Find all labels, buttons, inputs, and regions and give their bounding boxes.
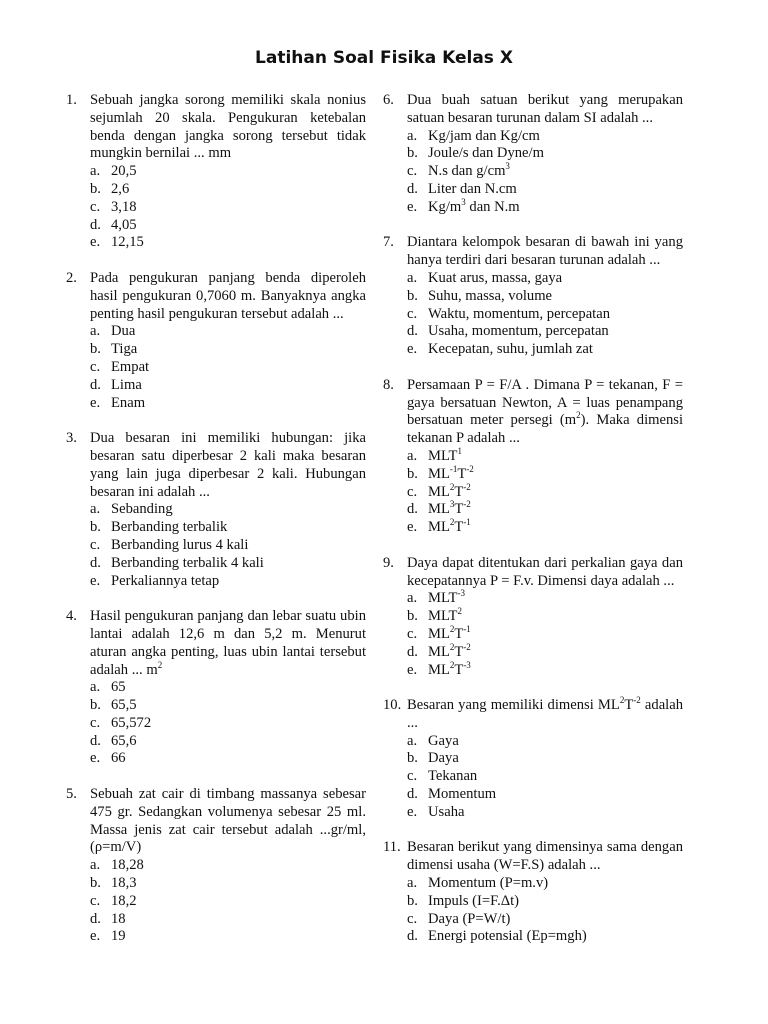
answer-option bbox=[90, 875, 366, 893]
question-text-main: Sebuah zat cair di timbang massanya sebesar 475 gr. Sedangkan volumenya sebesar 25 ml. Massa jenis zat cair tersebut adalah ...gr/ml, (ρ=m/V) bbox=[90, 786, 366, 856]
answer-option bbox=[90, 911, 366, 929]
answer-options bbox=[407, 128, 683, 217]
answer-option bbox=[407, 306, 683, 324]
answer-option bbox=[407, 481, 683, 502]
answer-option bbox=[407, 623, 683, 644]
option-text: Empat bbox=[111, 358, 150, 375]
question-1 bbox=[66, 92, 366, 252]
dimension-symbol: T bbox=[454, 625, 464, 642]
option-label: c. bbox=[90, 358, 101, 375]
option-text: Waktu, momentum, percepatan bbox=[428, 305, 610, 322]
question-number: 2. bbox=[66, 269, 77, 286]
answer-option bbox=[407, 893, 683, 911]
option-label: c. bbox=[407, 305, 418, 322]
question-3 bbox=[66, 430, 366, 590]
superscript: 1 bbox=[457, 445, 462, 456]
answer-option bbox=[90, 234, 366, 252]
option-label: c. bbox=[407, 625, 418, 642]
answer-option bbox=[90, 750, 366, 768]
answer-options bbox=[90, 501, 366, 590]
answer-option bbox=[407, 288, 683, 306]
dimension-symbol: T bbox=[624, 697, 634, 714]
answer-option bbox=[407, 341, 683, 359]
answer-option bbox=[90, 501, 366, 519]
answer-options bbox=[90, 323, 366, 412]
answer-option bbox=[407, 768, 683, 786]
option-label: d. bbox=[407, 928, 418, 945]
option-text: Suhu, massa, volume bbox=[428, 287, 553, 304]
superscript: -2 bbox=[463, 481, 471, 492]
option-label: a. bbox=[407, 590, 418, 607]
option-label: b. bbox=[90, 519, 101, 536]
dimension-symbol: MLT bbox=[428, 608, 458, 625]
dimension-symbol: T bbox=[454, 483, 464, 500]
option-text: 20,5 bbox=[111, 163, 137, 180]
option-text: 12,15 bbox=[111, 234, 144, 251]
superscript: 3 bbox=[449, 499, 455, 510]
answer-option bbox=[90, 341, 366, 359]
option-label: d. bbox=[90, 376, 101, 393]
option-label: e. bbox=[407, 198, 418, 215]
option-text: 18,28 bbox=[111, 857, 144, 874]
option-text: 18,2 bbox=[111, 892, 137, 909]
dimension-symbol: ML bbox=[428, 519, 450, 536]
option-label: c. bbox=[407, 163, 418, 180]
option-text: 3,18 bbox=[111, 198, 137, 215]
superscript: -3 bbox=[463, 659, 471, 670]
question-text bbox=[407, 92, 683, 128]
question-text-tail: ). Maka dimensi tekanan P adalah ... bbox=[407, 412, 683, 447]
dimension-symbol: T bbox=[454, 501, 464, 518]
option-label: b. bbox=[407, 465, 418, 482]
option-label: d. bbox=[407, 501, 418, 518]
answer-option bbox=[407, 786, 683, 804]
superscript: -2 bbox=[633, 695, 641, 706]
question-text-main: Besaran berikut yang dimensinya sama dengan dimensi usaha (W=F.S) adalah ... bbox=[407, 839, 683, 874]
option-label: e. bbox=[90, 234, 101, 251]
option-label: a. bbox=[90, 323, 101, 340]
superscript: -1 bbox=[449, 463, 458, 474]
superscript: 2 bbox=[449, 623, 455, 634]
option-text: Kg/m bbox=[428, 198, 462, 215]
option-label: b. bbox=[90, 875, 101, 892]
answer-option bbox=[407, 196, 683, 217]
option-text: 66 bbox=[111, 750, 126, 767]
option-text: Gaya bbox=[428, 732, 459, 749]
answer-option bbox=[407, 608, 683, 626]
question-number: 1. bbox=[66, 92, 77, 108]
question-2 bbox=[66, 270, 366, 412]
question-4 bbox=[66, 608, 366, 768]
question-text bbox=[90, 786, 366, 857]
dimension-symbol: T bbox=[457, 465, 467, 482]
option-text: Sebanding bbox=[111, 501, 173, 518]
answer-option bbox=[407, 463, 683, 484]
option-text: Usaha, momentum, percepatan bbox=[428, 323, 609, 340]
answer-option bbox=[407, 501, 683, 519]
question-text bbox=[407, 377, 683, 448]
option-text: Liter dan N.cm bbox=[428, 180, 517, 197]
answer-option bbox=[407, 641, 683, 662]
page-title: Latihan Soal Fisika Kelas X bbox=[255, 48, 513, 68]
answer-option bbox=[90, 163, 366, 181]
option-label: c. bbox=[407, 768, 418, 785]
answer-option bbox=[90, 893, 366, 911]
superscript: 2 bbox=[449, 659, 455, 670]
question-7 bbox=[383, 234, 683, 359]
dimension-symbol: ML bbox=[428, 483, 450, 500]
answer-option bbox=[407, 270, 683, 288]
answer-options bbox=[407, 733, 683, 822]
question-text-main: Dua besaran ini memiliki hubungan: jika besaran satu diperbesar 2 kali maka besaran yang lain juga diperbesar 2 kali. Hubungan besaran ini adalah ... bbox=[90, 430, 366, 500]
option-label: b. bbox=[90, 341, 101, 358]
option-text: N.s dan g/cm bbox=[428, 163, 506, 180]
answer-option bbox=[90, 928, 366, 946]
option-label: d. bbox=[90, 732, 101, 749]
left-column bbox=[66, 92, 366, 964]
answer-option bbox=[90, 377, 366, 395]
superscript: -3 bbox=[457, 588, 465, 599]
answer-option bbox=[90, 537, 366, 555]
question-text bbox=[407, 839, 683, 875]
question-text bbox=[90, 270, 366, 323]
option-label: e. bbox=[90, 928, 101, 945]
answer-option bbox=[90, 359, 366, 377]
answer-options bbox=[407, 445, 683, 537]
option-label: a. bbox=[407, 269, 418, 286]
answer-option bbox=[407, 928, 683, 946]
question-text-main: Hasil pengukuran panjang dan lebar suatu ubin lantai adalah 12,6 m dan 5,2 m. Menurut aturan angka penting, luas ubin lantai tersebut adalah ... m bbox=[90, 608, 366, 678]
option-label: c. bbox=[90, 536, 101, 553]
answer-option bbox=[407, 163, 683, 181]
option-text: 65 bbox=[111, 679, 126, 696]
superscript: -1 bbox=[463, 517, 471, 528]
option-text: 18 bbox=[111, 910, 126, 927]
option-label: e. bbox=[90, 572, 101, 589]
option-label: c. bbox=[407, 910, 418, 927]
question-11 bbox=[383, 839, 683, 946]
option-text: 65,572 bbox=[111, 714, 152, 731]
answer-option bbox=[90, 573, 366, 591]
answer-option bbox=[90, 697, 366, 715]
option-text: 65,6 bbox=[111, 732, 137, 749]
option-label: c. bbox=[90, 714, 101, 731]
option-text: Momentum bbox=[428, 786, 497, 803]
question-number: 3. bbox=[66, 430, 77, 447]
option-label: d. bbox=[407, 323, 418, 340]
superscript: -1 bbox=[463, 623, 471, 634]
answer-option bbox=[407, 181, 683, 199]
dimension-symbol: MLT bbox=[428, 590, 458, 607]
option-label: d. bbox=[90, 910, 101, 927]
superscript: 2 bbox=[457, 606, 462, 617]
option-text: Usaha bbox=[428, 803, 465, 820]
question-text bbox=[407, 555, 683, 591]
option-label: e. bbox=[407, 803, 418, 820]
option-label: a. bbox=[407, 127, 418, 144]
option-label: d. bbox=[407, 643, 418, 660]
option-label: c. bbox=[407, 483, 418, 500]
option-label: a. bbox=[90, 501, 101, 518]
question-number: 4. bbox=[66, 608, 77, 625]
superscript: 3 bbox=[505, 161, 510, 172]
superscript: 2 bbox=[449, 641, 455, 652]
answer-options bbox=[90, 163, 366, 252]
option-label: e. bbox=[407, 519, 418, 536]
answer-options bbox=[407, 270, 683, 359]
answer-option bbox=[407, 445, 683, 466]
question-number: 7. bbox=[383, 234, 394, 251]
answer-option bbox=[90, 857, 366, 875]
option-label: b. bbox=[90, 180, 101, 197]
question-6 bbox=[383, 92, 683, 217]
option-text: Energi potensial (Ep=mgh) bbox=[428, 928, 587, 945]
option-label: e. bbox=[407, 341, 418, 358]
answer-option bbox=[407, 875, 683, 893]
superscript: 2 bbox=[157, 659, 163, 670]
dimension-symbol: ML bbox=[428, 661, 450, 678]
question-text-tail: adalah ... bbox=[407, 697, 683, 731]
option-label: a. bbox=[90, 679, 101, 696]
question-text-main: Sebuah jangka sorong memiliki skala nonius sejumlah 20 skala. Pengukuran ketebalan benda dengan jangka sorong tersebut tidak mungkin bernilai ... mm bbox=[90, 92, 366, 162]
question-number: 6. bbox=[383, 92, 394, 108]
dimension-symbol: MLT bbox=[428, 447, 458, 464]
option-label: c. bbox=[90, 892, 101, 909]
superscript: -2 bbox=[466, 463, 474, 474]
question-8 bbox=[383, 377, 683, 537]
answer-option bbox=[407, 323, 683, 341]
answer-option bbox=[90, 679, 366, 697]
superscript: 2 bbox=[449, 517, 455, 528]
answer-option bbox=[90, 395, 366, 413]
option-text: Joule/s dan Dyne/m bbox=[428, 145, 544, 162]
option-text: Daya (P=W/t) bbox=[428, 910, 511, 927]
option-text: Tekanan bbox=[428, 768, 478, 785]
answer-option bbox=[90, 715, 366, 733]
option-text: Dua bbox=[111, 323, 136, 340]
question-number: 8. bbox=[383, 376, 394, 393]
answer-option bbox=[407, 911, 683, 929]
option-text: Enam bbox=[111, 394, 146, 411]
dimension-symbol: T bbox=[454, 519, 464, 536]
question-text bbox=[407, 697, 683, 733]
question-text-main: Daya dapat ditentukan dari perkalian gaya dan kecepatannya P = F.v. Dimensi daya adalah ... bbox=[407, 554, 683, 589]
option-label: b. bbox=[407, 750, 418, 767]
question-text-main: Besaran yang memiliki dimensi ML bbox=[407, 697, 620, 714]
option-text: Berbanding terbalik 4 kali bbox=[111, 554, 264, 571]
answer-option bbox=[90, 181, 366, 199]
answer-option bbox=[407, 145, 683, 163]
right-column bbox=[383, 92, 683, 964]
option-label: e. bbox=[90, 750, 101, 767]
superscript: -2 bbox=[463, 499, 471, 510]
option-label: e. bbox=[407, 661, 418, 678]
option-text: Lima bbox=[111, 376, 142, 393]
option-text: Daya bbox=[428, 750, 459, 767]
option-text: Kg/jam dan Kg/cm bbox=[428, 127, 540, 144]
option-label: d. bbox=[90, 216, 101, 233]
superscript: 2 bbox=[619, 695, 625, 706]
question-number: 5. bbox=[66, 786, 77, 803]
superscript: 2 bbox=[576, 410, 581, 421]
option-text: Perkaliannya tetap bbox=[111, 572, 220, 589]
answer-option bbox=[407, 733, 683, 751]
answer-option bbox=[407, 659, 683, 680]
option-text: Momentum (P=m.v) bbox=[428, 875, 549, 892]
option-label: d. bbox=[407, 180, 418, 197]
option-label: d. bbox=[90, 554, 101, 571]
option-label: b. bbox=[407, 892, 418, 909]
option-label: a. bbox=[407, 447, 418, 464]
option-label: a. bbox=[407, 875, 418, 892]
option-text: 19 bbox=[111, 928, 126, 945]
question-5 bbox=[66, 786, 366, 946]
option-label: d. bbox=[407, 786, 418, 803]
option-label: a. bbox=[90, 857, 101, 874]
answer-option bbox=[407, 128, 683, 146]
question-text bbox=[90, 430, 366, 501]
option-text: Berbanding lurus 4 kali bbox=[111, 536, 249, 553]
answer-option bbox=[90, 733, 366, 751]
answer-option bbox=[90, 555, 366, 573]
dimension-symbol: ML bbox=[428, 501, 450, 518]
question-10 bbox=[383, 697, 683, 822]
dimension-symbol: ML bbox=[428, 643, 450, 660]
question-text-main: Persamaan P = F/A . Dimana P = tekanan, F = gaya bersatuan Newton, A = luas penampang bersatuan meter persegi (m bbox=[407, 376, 683, 429]
answer-option bbox=[407, 804, 683, 822]
answer-option bbox=[90, 519, 366, 537]
answer-options bbox=[407, 590, 683, 679]
question-text bbox=[90, 608, 366, 679]
option-text: 65,5 bbox=[111, 697, 137, 714]
superscript: -2 bbox=[463, 641, 471, 652]
option-text: 2,6 bbox=[111, 180, 130, 197]
option-label: a. bbox=[407, 732, 418, 749]
answer-option bbox=[407, 519, 683, 537]
option-label: c. bbox=[90, 198, 101, 215]
option-text: Tiga bbox=[111, 341, 138, 358]
question-text-main: Dua buah satuan berikut yang merupakan satuan besaran turunan dalam SI adalah ... bbox=[407, 92, 683, 126]
question-text-main: Pada pengukuran panjang benda diperoleh hasil pengukuran 0,7060 m. Banyaknya angka penting hasil pengukuran tersebut adalah ... bbox=[90, 269, 366, 322]
option-label: a. bbox=[90, 163, 101, 180]
answer-options bbox=[90, 857, 366, 946]
option-label: b. bbox=[407, 287, 418, 304]
question-number: 9. bbox=[383, 554, 394, 571]
answer-option bbox=[90, 323, 366, 341]
answer-option bbox=[407, 590, 683, 608]
dimension-symbol: T bbox=[454, 643, 464, 660]
question-text-main: Diantara kelompok besaran di bawah ini yang hanya terdiri dari besaran turunan adalah ... bbox=[407, 234, 683, 269]
answer-option bbox=[90, 217, 366, 235]
dimension-symbol: T bbox=[454, 661, 464, 678]
option-text: Berbanding terbalik bbox=[111, 519, 228, 536]
question-9 bbox=[383, 555, 683, 680]
option-text: Impuls (I=F.Δt) bbox=[428, 892, 520, 909]
superscript: 2 bbox=[449, 481, 455, 492]
option-text-tail: dan N.m bbox=[465, 198, 520, 215]
answer-options bbox=[407, 875, 683, 946]
option-text: Kecepatan, suhu, jumlah zat bbox=[428, 341, 593, 358]
option-text: Kuat arus, massa, gaya bbox=[428, 269, 563, 286]
option-label: b. bbox=[407, 145, 418, 162]
answer-option bbox=[90, 199, 366, 217]
superscript: 3 bbox=[461, 196, 466, 207]
answer-option bbox=[407, 750, 683, 768]
question-number: 11. bbox=[383, 839, 401, 856]
dimension-symbol: ML bbox=[428, 625, 450, 642]
option-label: b. bbox=[90, 697, 101, 714]
answer-options bbox=[90, 679, 366, 768]
question-text bbox=[407, 234, 683, 270]
question-text bbox=[90, 92, 366, 163]
dimension-symbol: ML bbox=[428, 465, 450, 482]
question-number: 10. bbox=[383, 697, 402, 714]
option-label: e. bbox=[90, 394, 101, 411]
option-text: 18,3 bbox=[111, 875, 137, 892]
option-label: b. bbox=[407, 608, 418, 625]
option-text: 4,05 bbox=[111, 216, 137, 233]
